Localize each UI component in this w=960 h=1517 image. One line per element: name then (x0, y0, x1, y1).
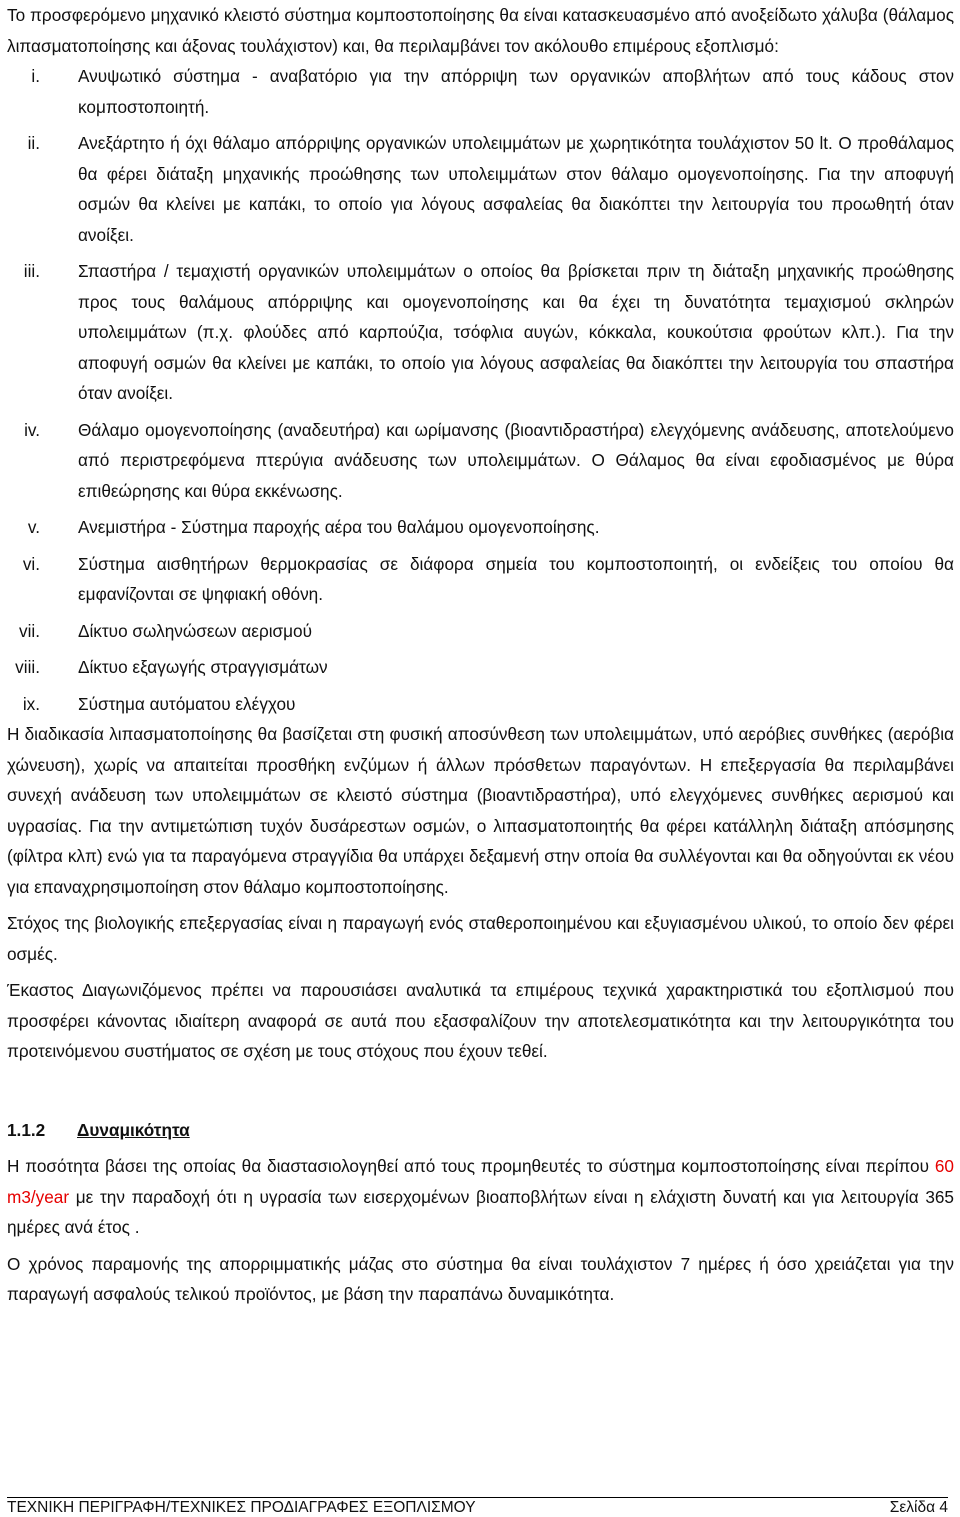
list-item (7, 61, 954, 122)
capacity-paragraph (7, 1151, 954, 1243)
list-item-number: i. (31, 66, 40, 86)
list-item-number: vi. (22, 553, 40, 574)
list-item-number: iii. (23, 261, 40, 281)
list-item-number: viii. (15, 657, 40, 677)
list-item-number: v. (27, 517, 40, 537)
list-item (7, 616, 954, 647)
list-item (7, 512, 954, 543)
document-page (7, 0, 954, 1310)
list-item-text: Θάλαμο ομογενοποίησης (αναδευτήρα) και ωρίμανσης (βιοαντιδραστήρα) ελεγχόμενης ανάδευσης, αποτελούμενο από περιστρεφόμενα πτερύγια ανάδευσης των υπολειμμάτων. Ο Θάλαμος θα είναι εφοδιασμένος με θύρα επιθεώρησης και θύρα εκκένωσης. (78, 419, 954, 501)
footer-title: ΤΕΧΝΙΚΗ ΠΕΡΙΓΡΑΦΗ/ΤΕΧΝΙΚΕΣ ΠΡΟΔΙΑΓΡΑΦΕΣ ΕΞΟΠΛΙΣΜΟΥ (7, 1499, 476, 1516)
list-item (7, 415, 954, 507)
list-item (7, 256, 954, 409)
capacity-text-after: με την παραδοχή ότι η υγρασία των εισερχομένων βιοαποβλήτων είναι η ελάχιστη δυνατή και για λειτουργία 365 ημέρες ανά έτος . (7, 1186, 954, 1237)
section-title: Δυναμικότητα (77, 1119, 190, 1140)
list-item-number: ii. (27, 133, 40, 153)
list-item-text: Ανεμιστήρα - Σύστημα παροχής αέρα του θαλάμου ομογενοποίησης. (78, 517, 600, 537)
intro-paragraph: Το προσφερόμενο μηχανικό κλειστό σύστημα κομποστοποίησης θα είναι κατασκευασμένο από ανοξείδωτο χάλυβα (θάλαμος λιπασματοποίησης και άξονας τουλάχιστον) και, θα περιλαμβάνει τον ακόλουθο επιμέρους εξοπλισμό: (7, 5, 954, 56)
capacity-text-before: Η ποσότητα βάσει της οποίας θα διαστασιολογηθεί από τους προμηθευτές το σύστημα κομποστοποίησης είναι περίπου (7, 1156, 935, 1176)
list-item-number: vii. (18, 620, 40, 641)
equipment-list (7, 61, 954, 719)
list-item (7, 652, 954, 683)
list-item-number: ix. (22, 693, 40, 714)
section-number: 1.1.2 (7, 1119, 46, 1140)
list-item (7, 549, 954, 610)
goal-paragraph: Στόχος της βιολογικής επεξεργασίας είναι η παραγωγή ενός σταθεροποιημένου και εξυγιασμένου υλικού, το οποίο δεν φέρει οσμές. (7, 913, 954, 964)
list-item-text: Δίκτυο εξαγωγής στραγγισμάτων (78, 657, 328, 677)
list-item-text: Σύστημα αυτόματου ελέγχου (78, 693, 296, 714)
capacity-highlight: 60 m3/year (7, 1156, 954, 1207)
section-heading (7, 1115, 954, 1146)
list-item-number: iv. (24, 419, 40, 440)
page-footer (7, 1497, 948, 1517)
list-item-text: Δίκτυο σωληνώσεων αερισμού (78, 620, 313, 641)
list-item-text: Ανεξάρτητο ή όχι θάλαμο απόρριψης οργανικών υπολειμμάτων με χωρητικότητα τουλάχιστον 50 lt. Ο προθάλαμος θα φέρει διάταξη μηχανικής προώθησης των υπολειμμάτων στον θάλαμο ομογενοποίησης. Για την αποφυγή οσμών θα κλείνει με καπάκι, το οποίο για λόγους ασφαλείας θα διακόπτει την λειτουργία του προωθητή όταν ανοίξει. (78, 133, 954, 245)
bidder-paragraph: Έκαστος Διαγωνιζόμενος πρέπει να παρουσιάσει αναλυτικά τα επιμέρους τεχνικά χαρακτηριστικά του εξοπλισμού που προσφέρει κάνοντας ιδιαίτερη αναφορά σε αυτά που εξασφαλίζουν την αποτελεσματικότητα και την λειτουργικότητα του προτεινόμενου συστήματος σε σχέση με τους στόχους που έχουν τεθεί. (7, 980, 954, 1061)
residence-paragraph: Ο χρόνος παραμονής της απορριμματικής μάζας στο σύστημα θα είναι τουλάχιστον 7 ημέρες ή όσο χρειάζεται για την παραγωγή ασφαλούς τελικού προϊόντος, με βάση την παραπάνω δυναμικότητα. (7, 1253, 954, 1304)
list-item-text: Σπαστήρα / τεμαχιστή οργανικών υπολειμμάτων ο οποίος θα βρίσκεται πριν τη διάταξη μηχανικής προώθησης προς τους θαλάμους απόρριψης και ομογενοποίησης και θα έχει τη δυνατότητα τεμαχισμού σκληρών υπολειμμάτων (π.χ. φλούδες από καρπούζια, τσόφλια αυγών, κόκκαλα, κουκούτσια φρούτων κλπ.). Για την αποφυγή οσμών θα κλείνει με καπάκι, το οποίο για λόγους ασφαλείας θα διακόπτει την λειτουργία του σπαστήρα όταν ανοίξει. (78, 261, 954, 403)
process-paragraph: Η διαδικασία λιπασματοποίησης θα βασίζεται στη φυσική αποσύνθεση των υπολειμμάτων, υπό αερόβιες συνθήκες (αερόβια χώνευση), χωρίς να απαιτείται προσθήκη ενζύμων ή άλλων πρόσθετων παραγόντων. Η επεξεργασία θα περιλαμβάνει συνεχή ανάδευση των υπολειμμάτων σε κλειστό σύστημα (βιοαντιδραστήρα), υπό ελεγχόμενες συνθήκες αερισμού και υγρασίας. Για την αντιμετώπιση τυχόν δυσάρεστων οσμών, ο λιπασματοποιητής θα φέρει κατάλληλη διάταξη απόσμησης (φίλτρα κλπ) ενώ για τα παραγόμενα στραγγίδια θα υπάρχει δεξαμενή στην οποία θα συλλέγονται και θα οδηγούνται εκ νέου για επαναχρησιμοποίηση στον θάλαμο κομποστοποίησης. (7, 724, 954, 897)
list-item-text: Σύστημα αισθητήρων θερμοκρασίας σε διάφορα σημεία του κομποστοποιητή, οι ενδείξεις του οποίου θα εμφανίζονται σε ψηφιακή οθόνη. (78, 553, 954, 604)
list-item-text: Ανυψωτικό σύστημα - αναβατόριο για την απόρριψη των οργανικών αποβλήτων από τους κάδους στον κομποστοποιητή. (78, 66, 954, 117)
page-number: Σελίδα 4 (889, 1499, 948, 1516)
list-item (7, 689, 954, 720)
list-item (7, 128, 954, 250)
